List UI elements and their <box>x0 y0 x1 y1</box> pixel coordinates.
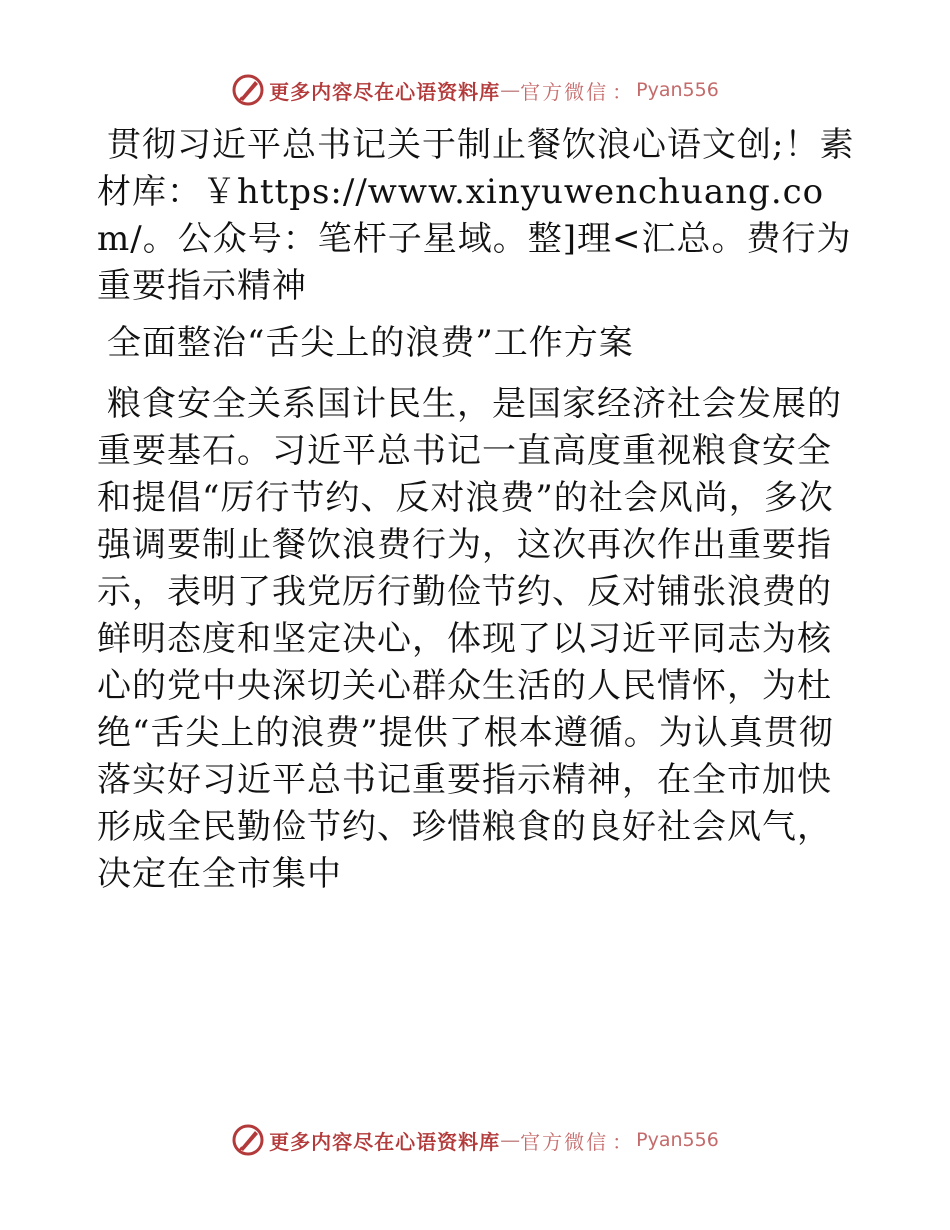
header-banner <box>0 70 950 110</box>
banner-official-label: 官方微信 <box>520 1129 609 1154</box>
document-body-paragraph: 粮食安全关系国计民生，是国家经济社会发展的重要基石。习近平总书记一直高度重视粮食安全和提倡“厉行节约、反对浪费”的社会风尚，多次强调要制止餐饮浪费行为，这次再次作出重要指示，表明了我党厉行勤俭节约、反对铺张浪费的鲜明态度和坚定决心，体现了以习近平同志为核心的党中央深切关心群众生活的人民情怀，为杜绝“舌尖上的浪费”提供了根本遵循。为认真贯彻落实好习近平总书记重要指示精神，在全市加快形成全民勤俭节约、珍惜粮食的良好社会风气，决定在全市集中 <box>97 384 842 894</box>
banner-wechat-id: Pyan556 <box>636 79 719 101</box>
document-title-paragraph: 贯彻习近平总书记关于制止餐饮浪心语文创;！素材库：￥https://www.xinyuwenchuang.com/。公众号：笔杆子星域。整]理<汇总。费行为重要指示精神 <box>97 125 855 306</box>
footer-banner <box>0 1120 950 1160</box>
banner-separator: ： <box>612 1129 633 1154</box>
banner-official-label: 官方微信 <box>520 79 609 104</box>
banner-brand-text: 更多内容尽在心语资料库 <box>269 1129 501 1154</box>
banner-wechat-id: Pyan556 <box>636 1129 719 1151</box>
quill-logo-icon <box>231 1123 265 1157</box>
banner-brand-text: 更多内容尽在心语资料库 <box>269 79 501 104</box>
banner-dash: — <box>500 78 521 102</box>
banner-separator: ： <box>612 79 633 104</box>
document-body <box>97 122 857 908</box>
banner-dash: — <box>500 1128 521 1152</box>
quill-logo-icon <box>231 73 265 107</box>
document-section-heading: 全面整治“舌尖上的浪费”工作方案 <box>107 323 634 363</box>
